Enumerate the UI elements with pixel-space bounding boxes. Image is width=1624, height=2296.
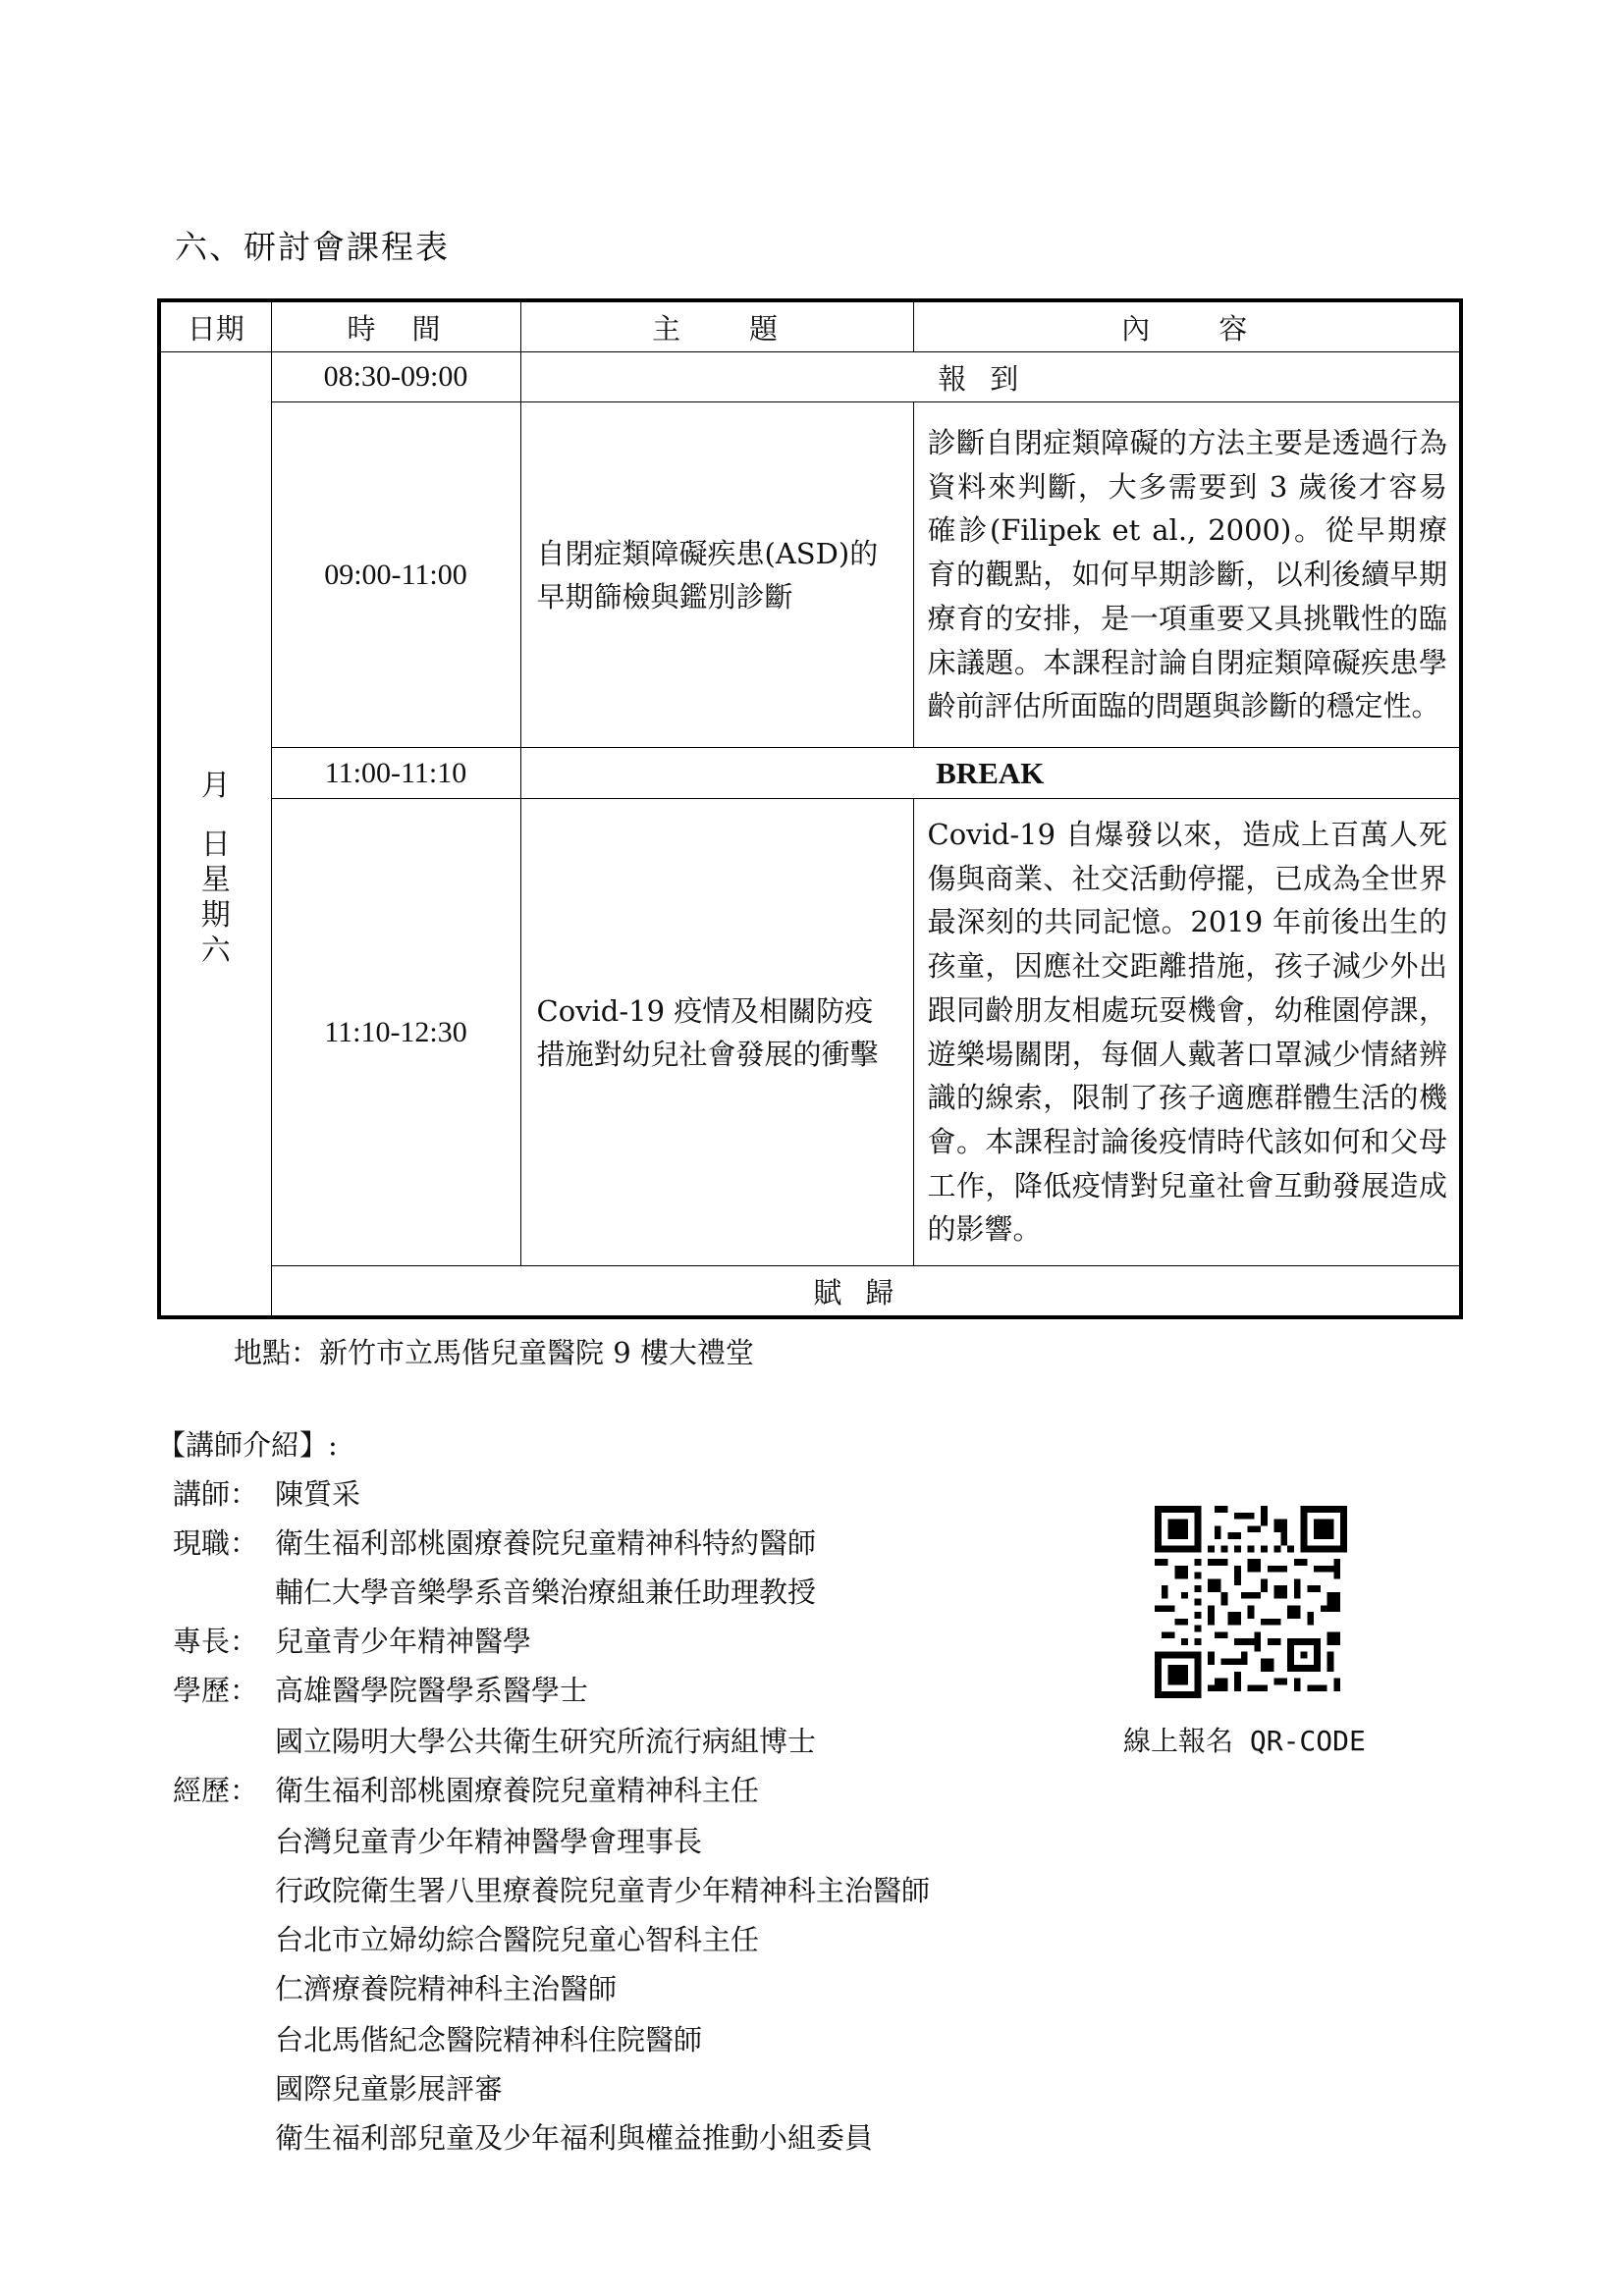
row-topic: 自閉症類障礙疾患(ASD)的早期篩檢與鑑別診斷: [520, 402, 913, 748]
row-content: Covid-19 自爆發以來，造成上百萬人死傷與商業、社交活動停擺，已成為全世界最深刻的共同記憶。2019 年前後出生的孩童，因應社交距離措施，孩子減少外出跟同齡朋友相處玩耍機會，幼稚園停課，遊樂場關閉，每個人戴著口罩減少情緒辨識的線索，限制了孩子適應群體生活的機會。本課程討論後疫情時代該如何和父母工作，降低疫情對兒童社會互動發展造成的影響。: [913, 799, 1461, 1266]
date-month: 月: [200, 768, 231, 803]
education-item: 國立陽明大學公共衛生研究所流行病組博士: [275, 1725, 817, 1758]
specialty-value: 兒童青少年精神醫學: [275, 1625, 532, 1658]
row-content: 診斷自閉症類障礙的方法主要是透過行為資料來判斷，大多需要到 3 歲後才容易確診(Filipek et al., 2000)。從早期療育的觀點，如何早期診斷，以利後續早期療育的安排，是一項重要又具挑戰性的臨床議題。本課程討論自閉症類障礙疾患學齡前評估所面臨的問題與診斷的穩定性。: [913, 402, 1461, 748]
row-return: 賦歸: [271, 1266, 1461, 1318]
table-row: [159, 799, 1461, 1266]
table-row: [159, 352, 1461, 402]
header-date: 日期: [159, 300, 271, 352]
position-item: 輔仁大學音樂學系音樂治療組兼任助理教授: [275, 1575, 817, 1609]
registration-qr-code[interactable]: [1155, 1506, 1347, 1698]
position-label: 現職：: [173, 1526, 259, 1560]
table-row: [159, 748, 1461, 799]
qr-caption: 線上報名 QR-CODE: [1123, 1725, 1366, 1757]
row-time: 11:10-12:30: [271, 799, 520, 1266]
experience-item: 衛生福利部兒童及少年福利與權益推動小組委員: [275, 2121, 874, 2155]
position-item: 衛生福利部桃園療養院兒童精神科特約醫師: [275, 1526, 817, 1560]
date-weekday-3: 六: [200, 933, 231, 968]
section-title: 六、研討會課程表: [175, 228, 450, 266]
date-day: 日: [200, 827, 231, 862]
header-topic: 主 題: [520, 300, 913, 352]
education-item: 高雄醫學院醫學系醫學士: [275, 1674, 589, 1707]
header-content: 內 容: [913, 300, 1461, 352]
row-time: 08:30-09:00: [271, 352, 520, 402]
lecturer-name: 陳質采: [275, 1477, 361, 1511]
experience-item: 行政院衛生署八里療養院兒童青少年精神科主治醫師: [275, 1874, 931, 1907]
date-weekday-2: 期: [200, 897, 231, 933]
row-topic: Covid-19 疫情及相關防疫措施對幼兒社會發展的衝擊: [520, 799, 913, 1266]
date-weekday-1: 星: [200, 862, 231, 897]
experience-item: 台北市立婦幼綜合醫院兒童心智科主任: [275, 1923, 760, 1956]
venue-text: 地點：新竹市立馬偕兒童醫院 9 樓大禮堂: [234, 1336, 754, 1369]
table-header-row: [159, 300, 1461, 352]
table-row: [159, 1266, 1461, 1318]
header-time: 時 間: [271, 300, 520, 352]
lecturer-name-label: 講師：: [173, 1477, 259, 1511]
experience-item: 衛生福利部桃園療養院兒童精神科主任: [275, 1774, 760, 1807]
row-break: BREAK: [520, 748, 1461, 799]
experience-item: 台北馬偕紀念醫院精神科住院醫師: [275, 2023, 703, 2056]
course-schedule-table: [157, 298, 1463, 1319]
row-time: 11:00-11:10: [271, 748, 520, 799]
lecturer-section-title: 【講師介紹】:: [157, 1428, 338, 1462]
specialty-label: 專長：: [173, 1625, 259, 1658]
experience-item: 仁濟療養院精神科主治醫師: [275, 1972, 618, 2005]
row-registration: 報到: [520, 352, 1461, 402]
experience-item: 國際兒童影展評審: [275, 2072, 504, 2106]
experience-label: 經歷：: [173, 1774, 259, 1807]
table-row: [159, 402, 1461, 748]
row-time: 09:00-11:00: [271, 402, 520, 748]
education-label: 學歷：: [173, 1674, 259, 1707]
experience-item: 台灣兒童青少年精神醫學會理事長: [275, 1825, 703, 1858]
date-cell: [159, 352, 271, 1318]
